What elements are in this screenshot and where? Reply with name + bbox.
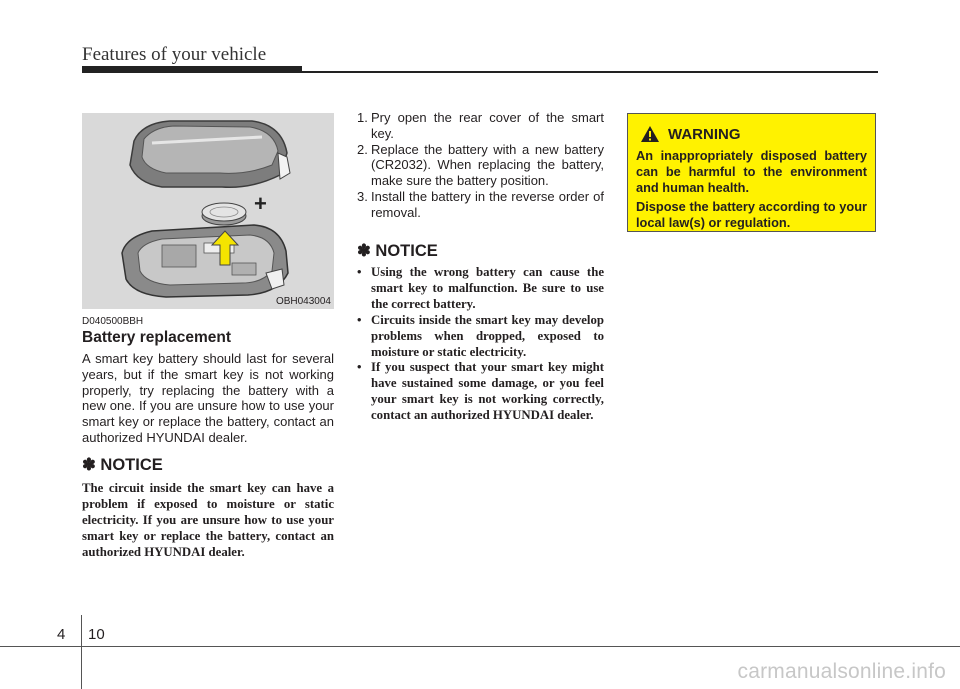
section-title: Battery replacement — [82, 329, 232, 346]
notice-bullets — [357, 265, 604, 424]
bullet-icon: • — [357, 265, 362, 279]
section-body: A smart key battery should last for several years, but if the smart key is not working properly, try replacing the battery with a new one. If you are unsure how to use your smart key or replace the battery, contact an authorized HYUNDAI dealer. — [82, 351, 334, 445]
step-item — [357, 189, 604, 221]
page-number: 10 — [88, 626, 105, 643]
warning-title: WARNING — [668, 125, 741, 143]
notice-heading-2: ✽ NOTICE — [357, 242, 438, 260]
warning-text: An inappropriately disposed battery can be harmful to the environment and human health. — [636, 148, 867, 195]
smart-key-illustration — [82, 113, 334, 309]
plus-label: + — [254, 191, 267, 216]
notice-text: The circuit inside the smart key can have a problem if exposed to moisture or static electricity. If you are unsure how to use your smart key or replace the battery, contact an authorized HYUNDAI dealer. — [82, 481, 334, 559]
step-text: Install the battery in the reverse order of removal. — [371, 188, 604, 220]
bullet-item — [357, 313, 604, 361]
bullet-item — [357, 265, 604, 313]
figure-code: OBH043004 — [275, 296, 331, 307]
replacement-steps — [357, 110, 604, 221]
warning-triangle-icon — [640, 125, 660, 143]
step-text: Pry open the rear cover of the smart key. — [371, 110, 604, 141]
bullet-text: Circuits inside the smart key may develop problems when dropped, exposed to moisture or static electricity. — [371, 312, 604, 359]
header-rule-thin — [82, 71, 878, 73]
step-number: 3. — [357, 188, 368, 204]
bullet-icon: • — [357, 312, 362, 327]
warning-header — [636, 122, 867, 146]
bullet-text: Using the wrong battery can cause the smart key to malfunction. Be sure to use the correct battery. — [371, 265, 604, 311]
notice-heading: ✽ NOTICE — [82, 456, 163, 474]
step-item — [357, 110, 604, 142]
step-item — [357, 142, 604, 189]
step-number: 2. — [357, 141, 368, 157]
smart-key-battery-drawing — [82, 113, 334, 309]
warning-box — [627, 113, 876, 232]
bullet-icon: • — [357, 360, 362, 375]
footer-divider-vertical — [81, 615, 82, 689]
chapter-number: 4 — [57, 626, 66, 643]
step-number: 1. — [357, 110, 368, 125]
bullet-item — [357, 360, 604, 424]
footer-divider-horizontal — [0, 646, 960, 647]
page-header-title: Features of your vehicle — [82, 44, 267, 65]
section-code: D040500BBH — [82, 316, 144, 327]
warning-text-2: Dispose the battery according to your local law(s) or regulation. — [636, 199, 867, 231]
watermark: carmanualsonline.info — [737, 660, 946, 683]
bullet-text: If you suspect that your smart key might have sustained some damage, or you feel your smart key is not working correctly, contact an authorized HYUNDAI dealer. — [371, 360, 604, 423]
step-text: Replace the battery with a new battery (CR2032). When replacing the battery, make sure the battery position. — [371, 141, 604, 189]
